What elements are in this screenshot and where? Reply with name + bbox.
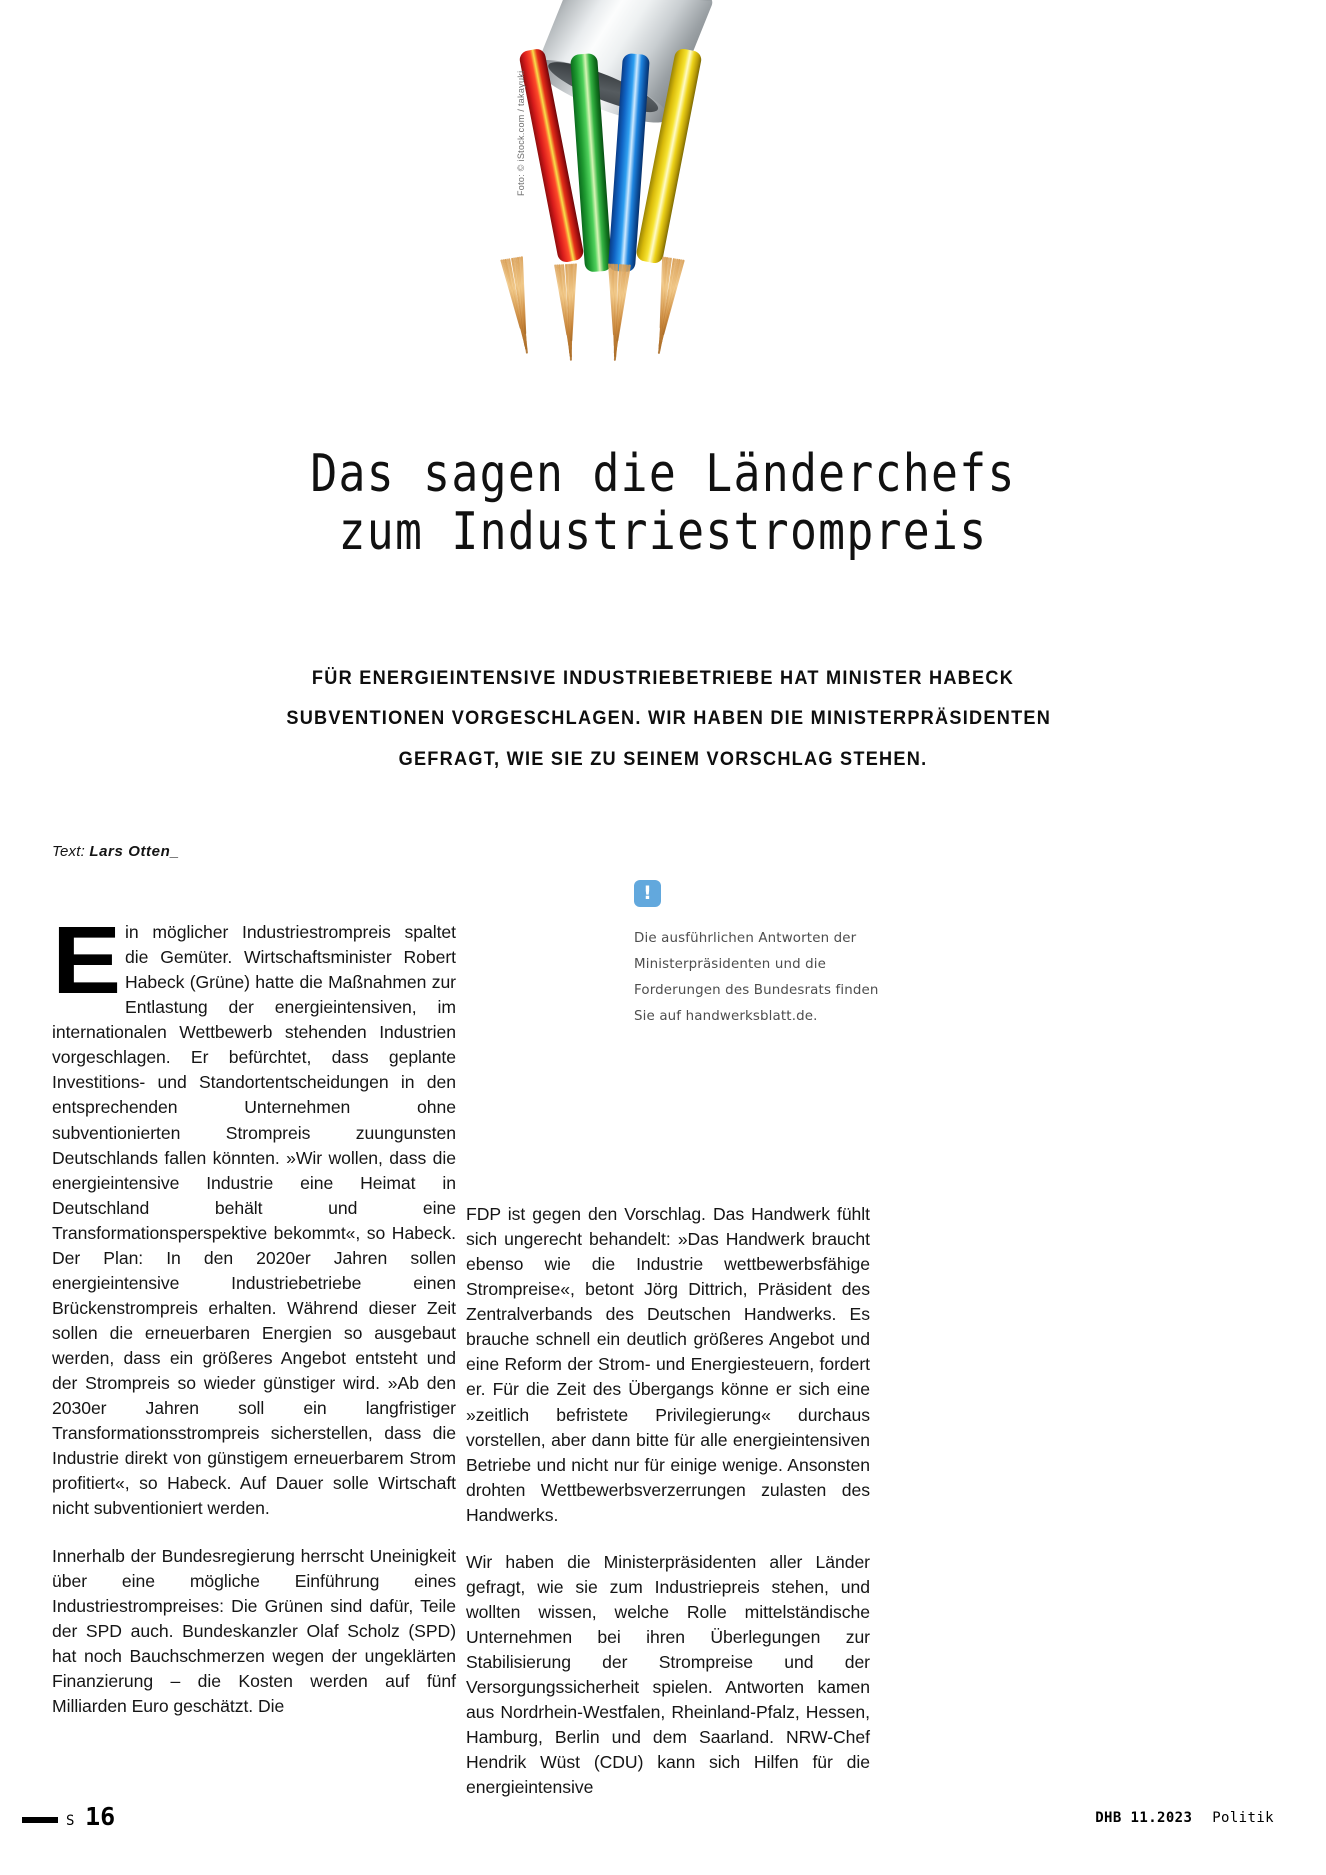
byline-label: Text: — [52, 843, 85, 860]
byline-author: Lars Otten_ — [89, 843, 180, 860]
page-title — [93, 445, 1233, 561]
page-number — [66, 1802, 115, 1831]
info-line-2: Ministerpräsidenten und die — [634, 957, 827, 973]
copper-strands-yellow — [645, 256, 686, 354]
hero-image — [0, 0, 1326, 400]
article-paragraph: Innerhalb der Bundesregierung herrscht Uneinigkeit über eine mögliche Einführung eines Industriestrompreises: Die Grünen sind dafür, Teile der SPD auch. Bundeskanzler Olaf Scholz (SPD) hat noch Bauchschmerzen wegen der ungeklärten Finanzierung – die Kosten werden auf fünf Milliarden Euro geschätzt. Die — [52, 1545, 456, 1716]
headline-line-2: zum Industriestrompreis — [338, 502, 988, 563]
article-paragraph: FDP ist gegen den Vorschlag. Das Handwerk fühlt sich ungerecht behandelt: »Das Handwerk braucht ebenso wie die Industrie wettbewerbsfähige Strompreise«, betont Jörg Dittrich, Präsident des Zentralverbands des Deutschen Handwerks. Es brauche schnell ein deutlich größeres Angebot und eine Reform der Strom- und Energiesteuern, fordert er. Für die Zeit des Übergangs könne er sich eine »zeitlich befristete Privilegierung« durchaus vorstellen, aber dann bitte für alle energieintensiven Betriebe und nicht nur für einige wenige. Ansonsten drohten Wettbewerbsverzerrungen zulasten des Handwerks. — [466, 1204, 870, 1525]
exclamation-icon — [634, 880, 661, 907]
paragraph-text: in möglicher Industriestrompreis spaltet die Gemüter. Wirtschaftsminister Robert Habeck (Grüne) hatte die Maßnahmen zur Entlastung der energieintensiven, im internationalen Wettbewerb stehenden Industrien vorgeschlagen. Er befürchtet, dass geplante Investitions- und Standortentscheidungen in den entsprechenden Unternehmen ohne subventionierten Strompreis zuungunsten Deutschlands fallen könnten. »Wir wollen, dass die energieintensive Industrie eine Heimat in Deutschland behält und eine Transformationsperspektive bekommt«, so Habeck. Der Plan: In den 2020er Jahren sollen energieintensive Industriebetriebe einen Brückenstrompreis erhalten. Während dieser Zeit sollen die erneuerbaren Energien so ausgebaut werden, dass ein größeres Angebot entsteht und der Strompreis so wieder günstiger wird. »Ab den 2030er Jahren soll ein langfristiger Transformationsstrompreis sicherstellen, dass die Industrie direkt von günstigem erneuerbarem Strom profitiert«, so Habeck. Auf Dauer solle Wirtschaft nicht subventioniert werden. — [52, 922, 456, 1519]
page-number-value: 16 — [85, 1802, 116, 1831]
info-line-4: Sie auf handwerksblatt.de. — [634, 1009, 818, 1025]
deck-line-2: SUBVENTIONEN VORGESCHLAGEN. WIR HABEN DIE MINISTERPRÄSIDENTEN — [286, 707, 1052, 730]
drop-cap: E — [52, 907, 119, 1014]
article-column-right — [466, 920, 870, 1800]
article-deck — [286, 658, 1052, 779]
info-line-3: Forderungen des Bundesrats finden — [634, 983, 879, 999]
page-prefix: S — [66, 1813, 75, 1829]
copper-strands-green — [552, 263, 583, 359]
copper-strands-red — [498, 256, 539, 354]
copper-strands-blue — [601, 263, 632, 359]
exclamation-glyph: ! — [643, 882, 652, 904]
article-paragraph — [52, 907, 456, 1522]
footer-meta — [1095, 1810, 1274, 1826]
headline-line-1: Das sagen die Länderchefs — [310, 443, 1016, 504]
deck-line-1: FÜR ENERGIEINTENSIVE INDUSTRIEBETRIEBE HAT MINISTER HABECK — [311, 667, 1015, 689]
byline — [52, 843, 179, 860]
article-column-left — [52, 907, 456, 1719]
footer-rule — [22, 1817, 58, 1823]
section-label: Politik — [1212, 1810, 1274, 1826]
issue-label: DHB 11.2023 — [1095, 1810, 1193, 1826]
photo-credit: Foto: © iStock.com / takayuki — [516, 70, 526, 196]
deck-line-3: GEFRAGT, WIE SIE ZU SEINEM VORSCHLAG STEHEN. — [398, 747, 928, 770]
info-line-1: Die ausführlichen Antworten der — [634, 931, 857, 946]
article-paragraph: Wir haben die Ministerpräsidenten aller Länder gefragt, wie sie zum Industriepreis stehen, und wollten wissen, welche Rolle mittelständische Unternehmen bei ihren Überlegungen zur Stabilisierung der Strompreise und der Versorgungssicherheit spielen. Antworten kamen aus Nordrhein-Westfalen, Rheinland-Pfalz, Hessen, Hamburg, Berlin und dem Saarland. NRW-Chef Hendrik Wüst (CDU) kann sich Hilfen für die energieintensive — [466, 1551, 870, 1798]
